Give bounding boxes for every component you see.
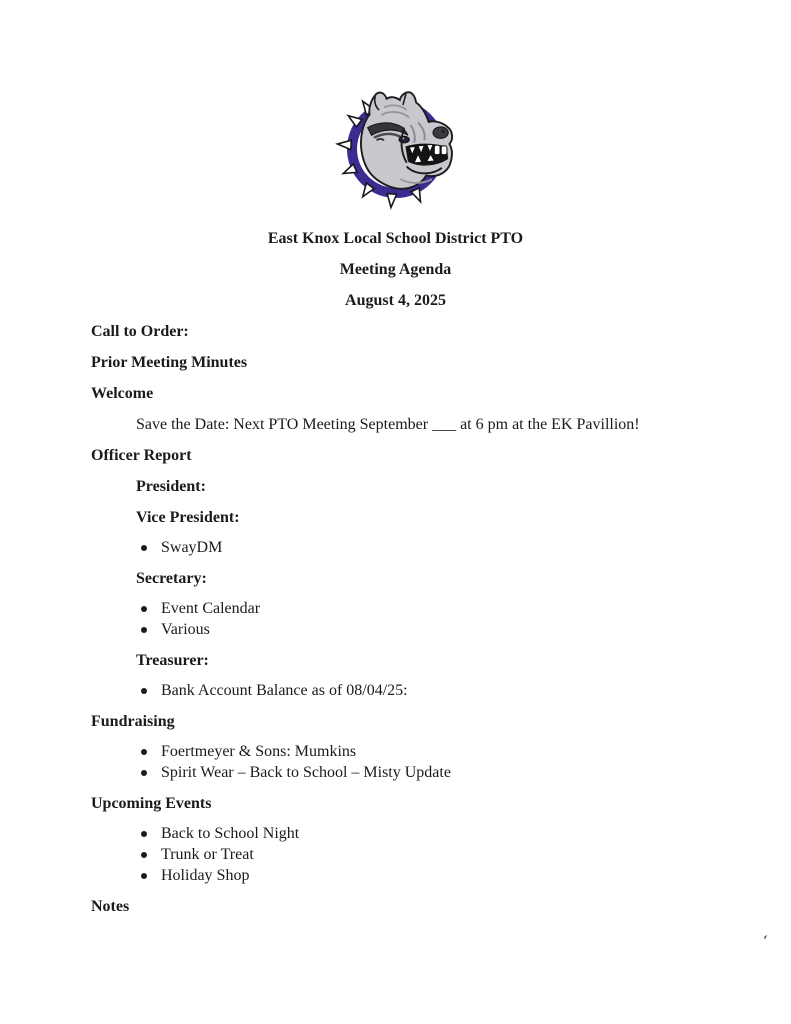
- agenda-bullet-item: Holiday Shop: [161, 865, 791, 886]
- bullet-group: [0, 598, 791, 640]
- document-date: August 4, 2025: [345, 292, 446, 309]
- agenda-bullet-item: Foertmeyer & Sons: Mumkins: [161, 741, 791, 762]
- agenda-section-line: Prior Meeting Minutes: [91, 354, 248, 371]
- agenda-bullet-item: SwayDM: [161, 537, 791, 558]
- agenda-bullet-item: Event Calendar: [161, 598, 791, 619]
- bullet-group: [0, 537, 791, 558]
- agenda-text-line: Save the Date: Next PTO Meeting September ___ at 6 pm at the EK Pavillion!: [136, 416, 640, 433]
- agenda-bullet-item: Various: [161, 619, 791, 640]
- agenda-section-line: Upcoming Events: [91, 795, 212, 812]
- bullet-group: [0, 680, 791, 701]
- agenda-section-line: Officer Report: [91, 447, 192, 464]
- agenda-section-line: Notes: [91, 898, 130, 915]
- agenda-subsection-line: Treasurer:: [136, 652, 209, 669]
- bullet-group: [0, 823, 791, 886]
- agenda-bullet-item: Trunk or Treat: [161, 844, 791, 865]
- bulldog-mascot-icon: [330, 86, 462, 212]
- agenda-section-line: Call to Order:: [91, 323, 189, 340]
- agenda-bullet-item: Bank Account Balance as of 08/04/25:: [161, 680, 791, 701]
- agenda-bullet-item: Spirit Wear – Back to School – Misty Update: [161, 762, 791, 783]
- agenda-section-line: Welcome: [91, 385, 154, 402]
- agenda-body: [0, 321, 791, 917]
- agenda-subsection-line: President:: [136, 478, 206, 495]
- bullet-group: [0, 741, 791, 783]
- bulldog-logo: [330, 86, 462, 212]
- agenda-bullet-item: Back to School Night: [161, 823, 791, 844]
- scan-speck: ʻ: [760, 931, 769, 951]
- document-header: [0, 228, 791, 311]
- agenda-subsection-line: Vice President:: [136, 509, 240, 526]
- document-subtitle: Meeting Agenda: [339, 261, 452, 278]
- agenda-section-line: Fundraising: [91, 713, 175, 730]
- document-title: East Knox Local School District PTO: [267, 230, 524, 247]
- agenda-subsection-line: Secretary:: [136, 570, 207, 587]
